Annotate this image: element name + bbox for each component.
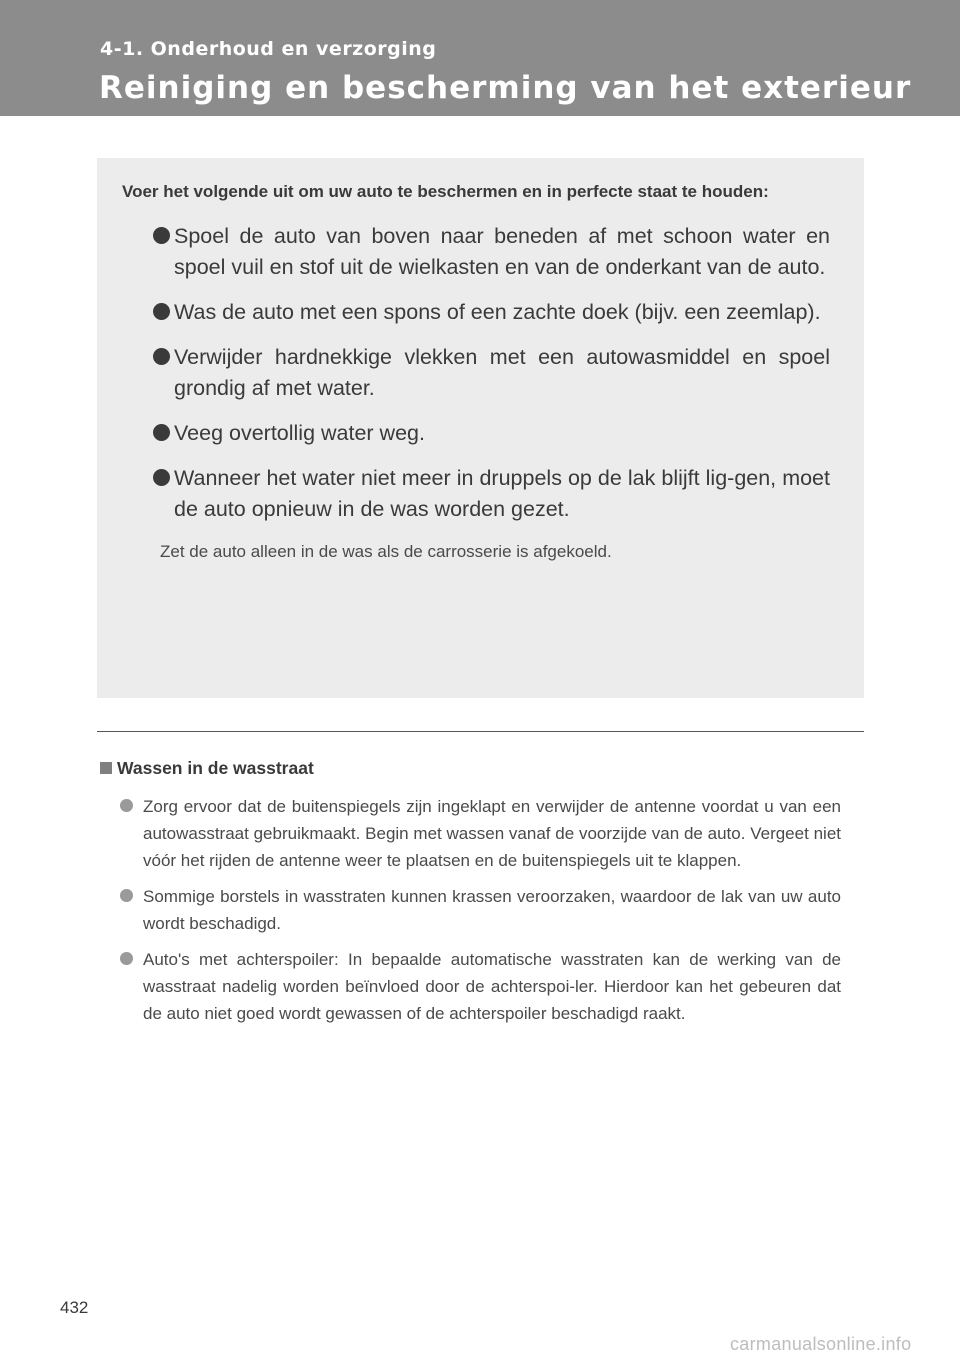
list-item: [108, 946, 841, 1027]
step-item: [122, 297, 830, 328]
watermark: carmanualsonline.info: [730, 1334, 912, 1354]
cooling-note: Zet de auto alleen in de was als de carrosserie is afgekoeld.: [160, 542, 612, 561]
car-wash-heading: [100, 758, 314, 779]
bullet-icon: [153, 424, 170, 441]
list-item: [108, 793, 841, 874]
list-item-text: Zorg ervoor dat de buitenspiegels zijn ingeklapt en verwijder de antenne voordat u van een autowasstraat gebruikmaakt. Begin met wassen vanaf de voorzijde van de auto. Vergeet niet vóór het rijden de antenne weer te plaatsen en de buitenspiegels uit te klappen.: [143, 797, 841, 870]
step-text: Wanneer het water niet meer in druppels op de lak blijft lig-gen, moet de auto opnieuw in de was worden gezet.: [174, 466, 830, 521]
step-text: Was de auto met een spons of een zachte doek (bijv. een zeemlap).: [174, 300, 821, 324]
step-item: [122, 463, 830, 525]
bullet-icon: [120, 952, 133, 965]
list-item: [108, 883, 841, 937]
step-text: Spoel de auto van boven naar beneden af met schoon water en spoel vuil en stof uit de wielkasten en van de onderkant van de auto.: [174, 224, 830, 279]
intro-text: Voer het volgende uit om uw auto te beschermen en in perfecte staat te houden:: [122, 182, 769, 201]
step-item: [122, 418, 830, 449]
page-title: Reiniging en bescherming van het exterieur: [99, 70, 912, 106]
bullet-icon: [153, 469, 170, 486]
page-number: 432: [60, 1298, 89, 1317]
divider: [97, 731, 864, 732]
header-banner: [0, 0, 960, 116]
step-item: [122, 342, 830, 404]
bullet-icon: [153, 348, 170, 365]
instructions-box: [97, 158, 864, 698]
step-text: Veeg overtollig water weg.: [174, 421, 425, 445]
list-item-text: Auto's met achterspoiler: In bepaalde automatische wasstraten kan de werking van de wasstraat nadelig worden beïnvloed door de achterspoi-ler. Hierdoor kan het gebeuren dat de auto niet goed wordt gewassen of de achterspoiler beschadigd raakt.: [143, 950, 841, 1023]
square-bullet-icon: [100, 762, 112, 774]
bullet-icon: [120, 799, 133, 812]
bullet-icon: [153, 227, 170, 244]
step-text: Verwijder hardnekkige vlekken met een autowasmiddel en spoel grondig af met water.: [174, 345, 830, 400]
bullet-icon: [153, 303, 170, 320]
car-wash-list: [108, 793, 841, 1036]
car-wash-heading-text: Wassen in de wasstraat: [117, 758, 314, 778]
bullet-icon: [120, 889, 133, 902]
step-item: [122, 221, 830, 283]
section-label: 4-1. Onderhoud en verzorging: [100, 38, 437, 60]
list-item-text: Sommige borstels in wasstraten kunnen krassen veroorzaken, waardoor de lak van uw auto wordt beschadigd.: [143, 887, 841, 933]
